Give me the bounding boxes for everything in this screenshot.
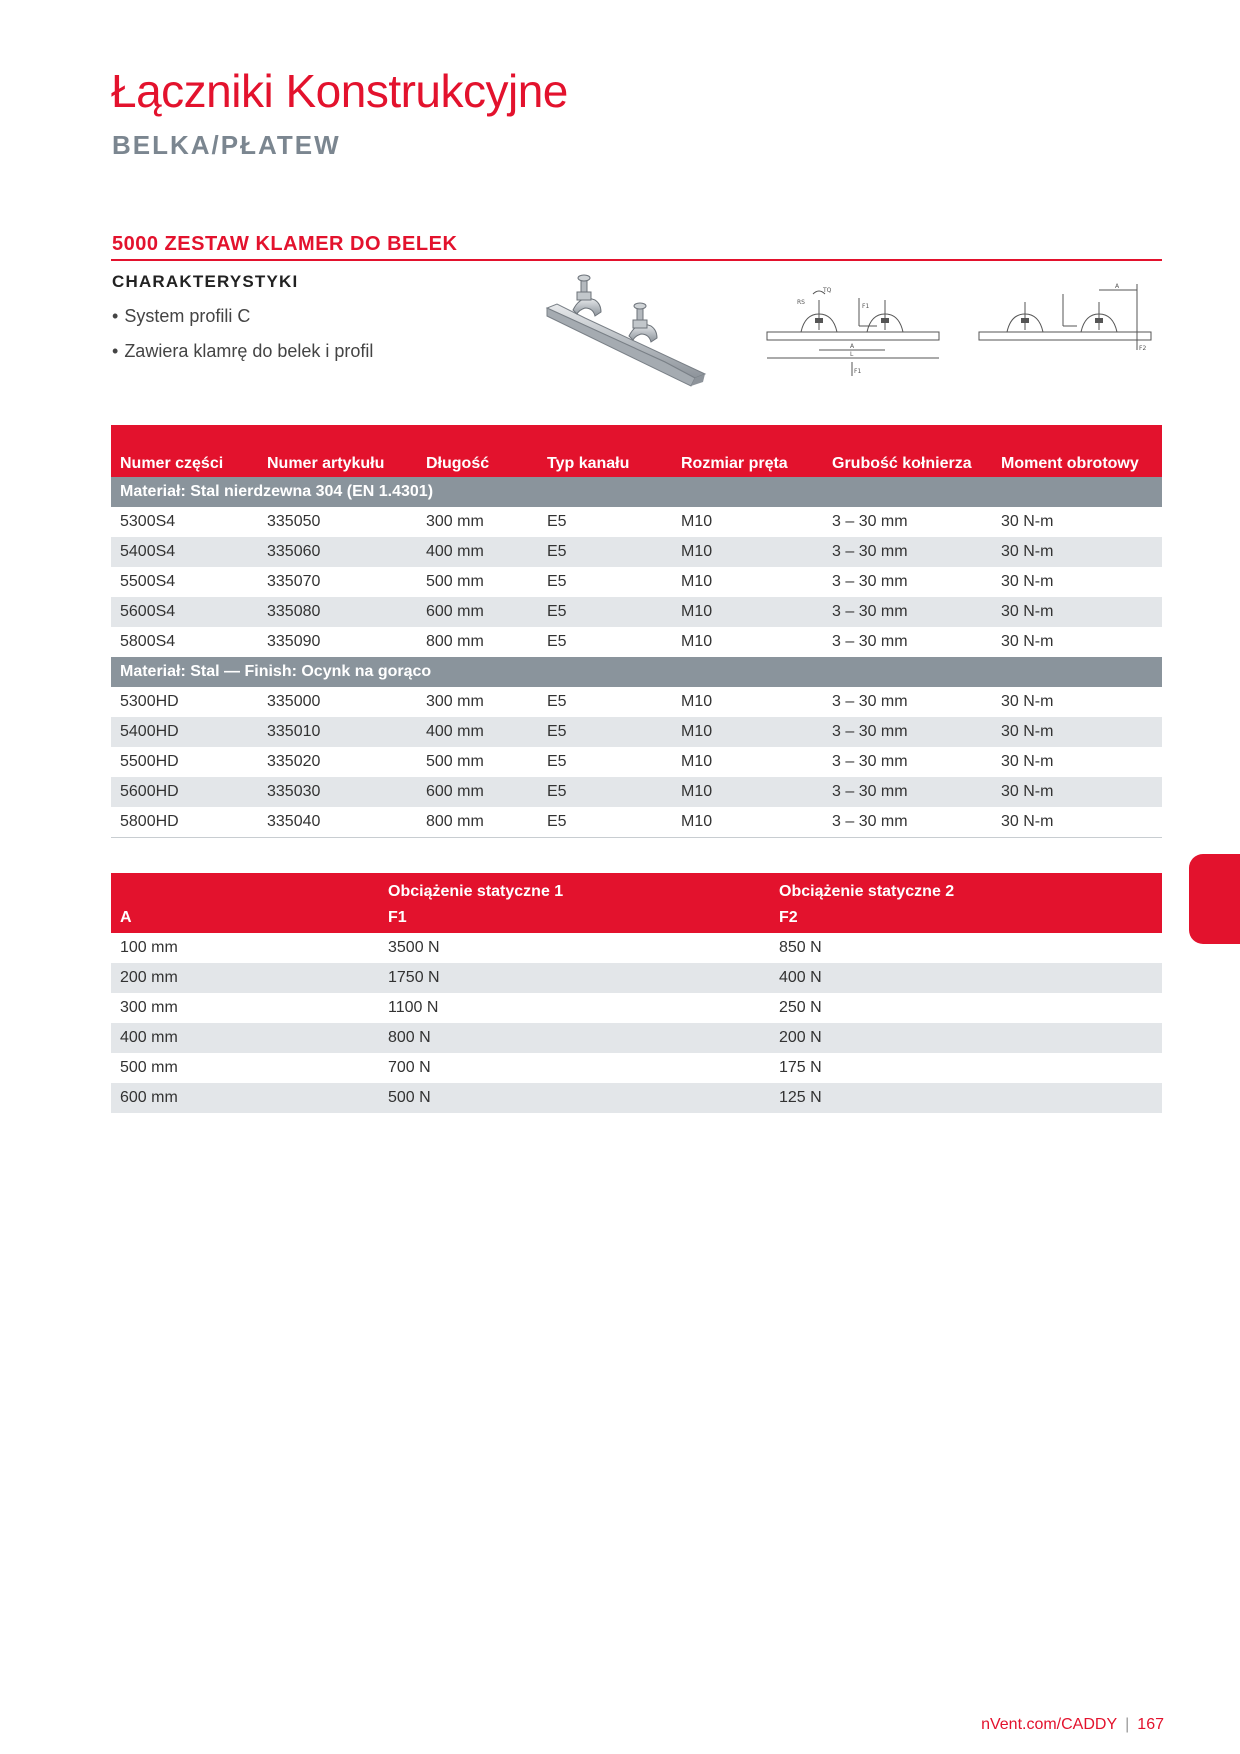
table-cell: E5 (547, 753, 567, 770)
table-cell: 3500 N (388, 939, 440, 956)
table-cell: 700 N (388, 1059, 431, 1076)
table-cell: 335060 (258, 537, 417, 567)
table-cell: 335050 (267, 513, 321, 530)
table-cell: 200 mm (111, 963, 379, 993)
column-header: F2 (770, 903, 1162, 933)
footer-link[interactable]: nVent.com/CADDY (981, 1716, 1118, 1733)
page-subtitle: BELKA/PŁATEW (112, 130, 341, 160)
diagram-label-a: A (850, 343, 855, 350)
table-row (111, 993, 1162, 1023)
table-cell: E5 (538, 807, 672, 837)
table-cell: 5600HD (111, 777, 258, 807)
diagram-label-f1-bottom: F1 (854, 368, 862, 375)
table-row (111, 537, 1162, 567)
material-row (111, 477, 1162, 507)
table-row (111, 567, 1162, 597)
table-cell: 5300HD (120, 693, 179, 710)
table-cell: 335030 (258, 777, 417, 807)
table-cell: 30 N-m (1001, 573, 1054, 590)
material-row (111, 657, 1162, 687)
list-item: • System profili C (112, 306, 251, 326)
table-cell: E5 (538, 777, 672, 807)
table-cell: E5 (547, 573, 567, 590)
table-cell: M10 (681, 633, 713, 650)
section-tab[interactable] (1189, 854, 1240, 944)
material-label: Materiał: Stal — Finish: Ocynk na gorąco (111, 657, 1162, 687)
technical-diagram-f1 (765, 280, 945, 380)
table-cell: 30 N-m (992, 537, 1162, 567)
column-header: Obciążenie statyczne 2 (770, 873, 1162, 903)
table-cell: 3 – 30 mm (823, 537, 992, 567)
table-cell: 600 mm (111, 1083, 379, 1113)
table-cell: 30 N-m (992, 597, 1162, 627)
load-table (111, 873, 1162, 1113)
diagram-label-tq: TQ (823, 287, 832, 294)
product-photo (545, 270, 715, 395)
column-header: Typ kanału (538, 425, 672, 477)
table-cell: 335070 (267, 573, 321, 590)
table-cell: 400 mm (417, 537, 538, 567)
table-cell: M10 (681, 693, 713, 710)
table-cell: 3 – 30 mm (823, 717, 992, 747)
table-cell: 5600S4 (111, 597, 258, 627)
column-header: Długość (417, 425, 538, 477)
table-cell: 200 N (770, 1023, 1162, 1053)
table-cell: E5 (538, 537, 672, 567)
table-row (111, 777, 1162, 807)
table-row (111, 963, 1162, 993)
table-cell: 100 mm (120, 939, 178, 956)
column-header: Moment obrotowy (992, 425, 1162, 477)
table-cell: E5 (547, 633, 567, 650)
table-cell: 335090 (267, 633, 321, 650)
material-label: Materiał: Stal nierdzewna 304 (EN 1.4301) (111, 477, 1162, 507)
table-cell: 300 mm (426, 693, 484, 710)
table-cell: E5 (538, 597, 672, 627)
table-cell: 5800HD (111, 807, 258, 837)
table-cell: 3 – 30 mm (823, 597, 992, 627)
table-header-row (111, 903, 1162, 933)
table-cell: 3 – 30 mm (832, 633, 908, 650)
table-cell: M10 (672, 597, 823, 627)
table-cell: M10 (672, 807, 823, 837)
table-cell: 500 mm (426, 753, 484, 770)
diagram-label-a: A (1115, 283, 1120, 290)
table-row (111, 933, 1162, 963)
table-cell: 335010 (258, 717, 417, 747)
table-row (111, 807, 1162, 837)
table-row (111, 687, 1162, 717)
table-cell: 30 N-m (1001, 513, 1054, 530)
table-cell: 800 N (379, 1023, 770, 1053)
table-row (111, 597, 1162, 627)
table-cell: 600 mm (417, 597, 538, 627)
technical-diagram-f2 (977, 280, 1157, 360)
table-cell: 5500HD (120, 753, 179, 770)
column-header: Rozmiar pręta (672, 425, 823, 477)
table-cell: 3 – 30 mm (823, 807, 992, 837)
table-row (111, 747, 1162, 777)
table-row (111, 1053, 1162, 1083)
table-cell: M10 (672, 717, 823, 747)
bullet-text: System profili C (124, 306, 251, 326)
table-cell: 800 mm (426, 633, 484, 650)
table-cell: 335020 (267, 753, 321, 770)
table-cell: 175 N (779, 1059, 822, 1076)
characteristics-list (112, 303, 373, 373)
table-cell: 30 N-m (1001, 693, 1054, 710)
list-item: • Zawiera klamrę do belek i profil (112, 341, 374, 361)
table-cell: 1100 N (388, 999, 439, 1016)
table-header-row (111, 873, 1162, 903)
table-cell: 30 N-m (992, 807, 1162, 837)
column-header: Obciążenie statyczne 1 (379, 873, 770, 903)
section-divider (111, 259, 1162, 261)
page-footer (981, 1716, 1164, 1734)
table-cell: 30 N-m (1001, 633, 1054, 650)
table-cell: 5300S4 (120, 513, 176, 530)
table-cell: M10 (672, 537, 823, 567)
table-cell: 335040 (258, 807, 417, 837)
table-cell: 335080 (258, 597, 417, 627)
table-cell: 1750 N (379, 963, 770, 993)
column-header (111, 873, 379, 903)
footer-separator: | (1125, 1716, 1130, 1733)
table-cell: 3 – 30 mm (823, 777, 992, 807)
table-cell: 400 N (770, 963, 1162, 993)
table-cell: M10 (672, 777, 823, 807)
table-cell: 250 N (779, 999, 822, 1016)
table-cell: M10 (681, 573, 713, 590)
section-title: 5000 ZESTAW KLAMER DO BELEK (112, 233, 458, 255)
table-cell: E5 (547, 513, 567, 530)
table-cell: 5400S4 (111, 537, 258, 567)
table-cell: 600 mm (417, 777, 538, 807)
diagram-label-l: L (850, 351, 854, 358)
table-cell: 30 N-m (1001, 753, 1054, 770)
table-cell: 3 – 30 mm (832, 513, 908, 530)
table-cell: 850 N (779, 939, 822, 956)
table-cell: 30 N-m (992, 777, 1162, 807)
table-cell: 400 mm (417, 717, 538, 747)
table-cell: 3 – 30 mm (832, 693, 908, 710)
column-header: Numer artykułu (258, 425, 417, 477)
table-cell: 5800S4 (120, 633, 176, 650)
table-row (111, 507, 1162, 537)
table-cell: 500 mm (120, 1059, 178, 1076)
page-number: 167 (1137, 1716, 1164, 1733)
table-cell: 335000 (267, 693, 321, 710)
table-cell: 300 mm (426, 513, 484, 530)
table-cell: 5400HD (111, 717, 258, 747)
table-cell: 800 mm (417, 807, 538, 837)
diagram-label-f2: F2 (1139, 345, 1147, 352)
table-row (111, 717, 1162, 747)
table-row (111, 1083, 1162, 1113)
table-cell: 300 mm (120, 999, 178, 1016)
table-row (111, 1023, 1162, 1053)
table-cell: 30 N-m (992, 717, 1162, 747)
parts-table (111, 425, 1162, 838)
table-cell: E5 (547, 693, 567, 710)
table-cell: E5 (538, 717, 672, 747)
table-row (111, 627, 1162, 657)
table-cell: M10 (681, 513, 713, 530)
diagram-label-rs: RS (797, 299, 805, 306)
bullet-text: Zawiera klamrę do belek i profil (124, 341, 374, 361)
column-header: F1 (379, 903, 770, 933)
table-cell: 500 mm (426, 573, 484, 590)
table-cell: 5500S4 (120, 573, 176, 590)
table-cell: 500 N (379, 1083, 770, 1113)
table-header-row (111, 425, 1162, 477)
column-header: A (111, 903, 379, 933)
table-cell: 3 – 30 mm (832, 753, 908, 770)
table-cell: M10 (681, 753, 713, 770)
table-cell: 3 – 30 mm (832, 573, 908, 590)
characteristics-heading: CHARAKTERYSTYKI (112, 272, 299, 291)
page-title: Łączniki Konstrukcyjne (111, 65, 568, 117)
column-header: Grubość kołnierza (823, 425, 992, 477)
table-cell: 400 mm (111, 1023, 379, 1053)
column-header: Numer części (111, 425, 258, 477)
diagram-label-f1-top: F1 (862, 303, 870, 310)
table-cell: 125 N (770, 1083, 1162, 1113)
